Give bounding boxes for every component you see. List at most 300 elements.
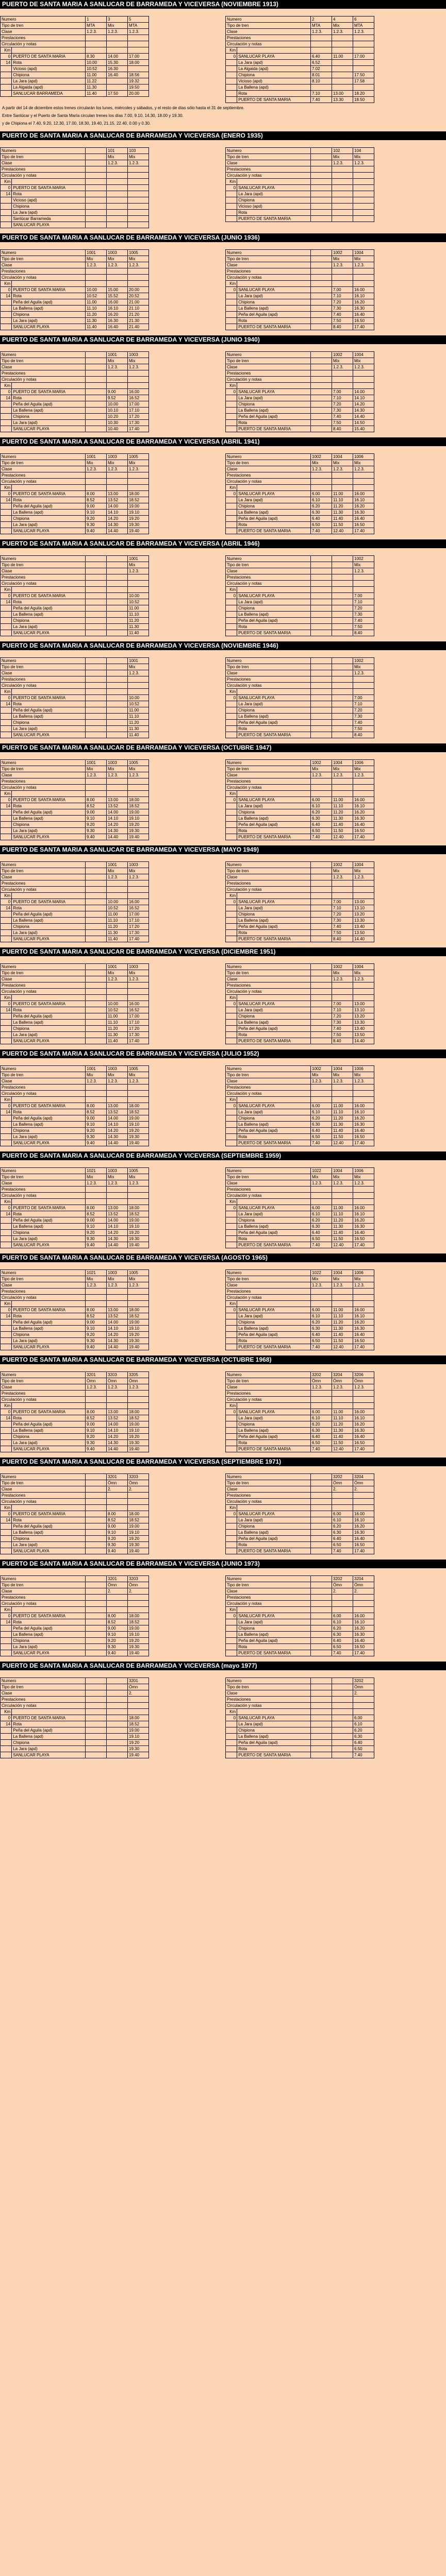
station-row <box>226 803 374 809</box>
time-cell: 14.40 <box>107 1344 128 1350</box>
time-cell <box>311 1007 332 1013</box>
empty-cell <box>86 1289 107 1295</box>
services-row <box>226 880 374 887</box>
train-number-row <box>1 1372 149 1378</box>
empty-cell <box>86 1391 107 1397</box>
time-cell <box>311 1548 332 1554</box>
time-cell: 6.30 <box>353 1734 374 1740</box>
header-cell: 1002 <box>332 862 353 868</box>
section-title: PUERTO DE SANTA MARIA A SANLUCAR DE BARRAMEDA Y VICEVERSA (AGOSTO 1965) <box>0 1253 446 1262</box>
notes-row <box>1 1295 149 1301</box>
km-cell <box>226 605 237 612</box>
header-cell <box>86 976 107 982</box>
header-cell <box>332 1690 353 1697</box>
time-cell <box>107 1740 128 1746</box>
time-cell: 8.52 <box>86 1415 107 1421</box>
empty-cell <box>332 1697 353 1703</box>
time-cell: 13.10 <box>353 905 374 911</box>
station-row <box>1 1632 149 1638</box>
notes-row <box>1 377 149 383</box>
time-cell: 16.10 <box>353 1415 374 1421</box>
km-label: Km <box>226 587 237 593</box>
time-cell: 8.40 <box>332 936 353 942</box>
station-name: Peña del Aguila (apd) <box>12 299 86 306</box>
time-cell: 12.40 <box>332 834 353 840</box>
direction-pair <box>0 147 446 228</box>
train-class-row <box>1 1078 149 1084</box>
time-cell: 11.40 <box>128 630 149 636</box>
header-cell: 1.2.3. <box>107 29 128 35</box>
time-cell: 6.50 <box>311 1338 332 1344</box>
station-name: Chipiona <box>237 605 311 612</box>
station-row <box>1 312 149 318</box>
header-cell: 2. <box>128 1690 149 1697</box>
time-cell: 8.00 <box>107 1511 128 1517</box>
km-header-row <box>1 179 149 185</box>
row-label: Tipo de tren <box>226 1174 311 1180</box>
time-cell: 6.00 <box>311 1307 332 1313</box>
time-cell: 6.50 <box>332 1542 353 1548</box>
time-cell: 16.20 <box>353 1115 374 1122</box>
time-cell: 16.40 <box>353 1332 374 1338</box>
time-cell: 19.00 <box>128 809 149 816</box>
row-label: Circulación y notas <box>1 1601 86 1607</box>
train-class-row <box>226 568 374 574</box>
station-row <box>226 312 374 318</box>
row-label: Numero <box>226 658 311 664</box>
header-cell: 1002 <box>332 352 353 358</box>
row-label: Clase <box>1 976 86 982</box>
time-cell: 13.50 <box>353 1032 374 1038</box>
time-cell: 9.10 <box>86 1326 107 1332</box>
section-title: PUERTO DE SANTA MARIA A SANLUCAR DE BARRAMEDA Y VICEVERSA (OCTUBRE 1947) <box>0 743 446 752</box>
header-cell: 1003 <box>128 862 149 868</box>
time-cell: 14.30 <box>107 828 128 834</box>
time-cell: 18.20 <box>353 91 374 97</box>
time-cell: 17.30 <box>128 420 149 426</box>
time-cell: 9.10 <box>107 1632 128 1638</box>
time-cell: 17.00 <box>353 54 374 60</box>
km-cell: 0 <box>226 593 237 599</box>
station-name: SANLUCAR PLAYA <box>237 1511 311 1517</box>
station-name: La Jara (apd) <box>237 191 311 197</box>
time-cell: 11.10 <box>332 497 353 503</box>
time-cell: 6.00 <box>311 491 332 497</box>
row-label: Numero <box>226 1576 311 1582</box>
header-cell: 1003 <box>128 964 149 970</box>
time-cell <box>332 720 353 726</box>
time-cell: 17.40 <box>353 1548 374 1554</box>
km-cell <box>1 732 12 738</box>
station-row <box>226 1530 374 1536</box>
km-header-row <box>226 485 374 491</box>
time-cell: 13.00 <box>107 1409 128 1415</box>
header-cell: Mix <box>332 358 353 364</box>
station-header <box>12 1505 86 1511</box>
empty-cell <box>353 1301 374 1307</box>
time-cell <box>311 287 332 293</box>
station-name: La Ballena (apd) <box>237 612 311 618</box>
time-cell: 7.10 <box>332 293 353 299</box>
empty-cell <box>107 791 128 797</box>
time-cell <box>107 726 128 732</box>
station-name: Peña del Aguila (apd) <box>12 1421 86 1428</box>
header-cell: Mix <box>332 23 353 29</box>
station-row <box>226 389 374 395</box>
time-cell: 15.40 <box>353 426 374 432</box>
station-row <box>1 1103 149 1109</box>
time-cell <box>311 1721 332 1727</box>
km-cell: 0 <box>226 491 237 497</box>
notes-row <box>226 581 374 587</box>
header-cell: 3204 <box>353 1474 374 1480</box>
time-cell <box>332 1715 353 1721</box>
km-cell <box>226 1020 237 1026</box>
km-cell: 0 <box>1 1715 12 1721</box>
km-cell <box>226 828 237 834</box>
time-cell <box>311 1038 332 1044</box>
station-name: SANLUCAR PLAYA <box>12 1344 86 1350</box>
station-name: La Ballena (apd) <box>12 1122 86 1128</box>
header-cell <box>86 670 107 676</box>
row-label: Numero <box>1 454 86 460</box>
station-name: Chipiona <box>12 1536 86 1542</box>
time-cell <box>332 1746 353 1752</box>
header-cell: Ómn <box>353 1582 374 1588</box>
section-note: Entre Sanlúcar y el Puerto de Santa María circulan trenes los días 7.00, 9.10, 14.30, 18.00 y 19.30. <box>2 113 184 118</box>
time-cell: 18.52 <box>128 1415 149 1421</box>
empty-cell <box>311 785 332 791</box>
header-cell: Mix <box>128 154 149 160</box>
station-row <box>1 1109 149 1115</box>
time-cell: 15.00 <box>107 287 128 293</box>
empty-cell <box>353 1097 374 1103</box>
header-cell: MTA <box>353 23 374 29</box>
time-cell <box>86 1619 107 1625</box>
row-label: Tipo de tren <box>226 1582 311 1588</box>
station-name: Peña del Aguila (apd) <box>237 414 311 420</box>
station-row <box>226 1511 374 1517</box>
header-cell <box>311 250 332 256</box>
time-cell <box>86 911 107 918</box>
header-cell: 1.2.3. <box>332 1180 353 1187</box>
row-label: Numero <box>226 16 311 23</box>
time-cell: 6.10 <box>311 1313 332 1319</box>
direction-outbound <box>0 1575 221 1656</box>
time-cell: 11.30 <box>332 816 353 822</box>
empty-cell <box>311 989 332 995</box>
station-name: SANLUCAR PLAYA <box>237 1307 311 1313</box>
km-cell <box>1 1115 12 1122</box>
station-row <box>1 408 149 414</box>
station-row <box>1 593 149 599</box>
row-label: Circulación y notas <box>226 887 311 893</box>
station-row <box>226 1140 374 1146</box>
time-cell: 14.40 <box>107 528 128 534</box>
row-label: Prestaciones <box>1 1084 86 1091</box>
row-label: Numero <box>1 760 86 766</box>
station-name: Rota <box>237 828 311 834</box>
direction-pair <box>0 861 446 942</box>
time-cell: 8.30 <box>86 54 107 60</box>
notes-row <box>226 683 374 689</box>
row-label: Numero <box>226 1474 311 1480</box>
time-cell: 17.20 <box>128 1026 149 1032</box>
direction-outbound <box>0 351 221 432</box>
time-cell: 16.20 <box>107 312 128 318</box>
time-cell: 12.40 <box>332 1242 353 1248</box>
header-cell <box>107 664 128 670</box>
time-cell: 16.30 <box>107 66 128 72</box>
time-cell: 13.40 <box>353 1026 374 1032</box>
km-cell <box>1 707 12 714</box>
time-cell <box>332 707 353 714</box>
row-label: Numero <box>1 964 86 970</box>
station-row <box>226 516 374 522</box>
time-cell <box>311 707 332 714</box>
time-cell <box>107 1721 128 1727</box>
km-cell <box>1 1344 12 1350</box>
header-cell: Ómn <box>128 1582 149 1588</box>
header-cell: 4 <box>332 16 353 23</box>
empty-cell <box>332 1295 353 1301</box>
time-cell: 7.40 <box>332 312 353 318</box>
time-cell <box>332 84 353 91</box>
time-cell: 7.10 <box>332 1007 353 1013</box>
km-cell <box>226 1619 237 1625</box>
time-cell: 9.10 <box>86 1224 107 1230</box>
header-cell <box>86 964 107 970</box>
empty-cell <box>107 683 128 689</box>
row-label: Prestaciones <box>226 880 311 887</box>
train-type-row <box>1 1072 149 1078</box>
empty-cell <box>86 1697 107 1703</box>
time-cell <box>86 414 107 420</box>
km-cell: 0 <box>1 491 12 497</box>
header-cell: Mix <box>332 766 353 772</box>
station-name: Peña del Aguila (apd) <box>237 720 311 726</box>
station-name: La Jara (apd) <box>237 701 311 707</box>
header-cell <box>86 1678 107 1684</box>
empty-cell <box>86 1397 107 1403</box>
header-cell: 1002 <box>353 556 374 562</box>
station-row <box>226 528 374 534</box>
time-cell: 6.20 <box>311 1421 332 1428</box>
empty-cell <box>107 485 128 491</box>
spacer <box>0 1364 446 1371</box>
row-label: Numero <box>226 1678 311 1684</box>
station-name: Peña del Aguila (apd) <box>12 1625 86 1632</box>
time-cell: 19.20 <box>128 822 149 828</box>
station-header <box>12 893 86 899</box>
row-label: Circulación y notas <box>226 1703 311 1709</box>
empty-cell <box>128 1193 149 1199</box>
header-cell <box>86 1576 107 1582</box>
station-name: La Ballena (apd) <box>237 306 311 312</box>
timetable-b <box>225 1371 374 1452</box>
header-cell: 1.2.3. <box>332 874 353 880</box>
km-cell <box>1 1332 12 1338</box>
row-label: Tipo de tren <box>1 1684 86 1690</box>
header-cell: 3 <box>107 16 128 23</box>
empty-cell <box>353 275 374 281</box>
time-cell <box>311 318 332 324</box>
header-cell: 1006 <box>353 454 374 460</box>
time-cell: 19.50 <box>128 84 149 91</box>
station-name: PUERTO DE SANTA MARIA <box>237 936 311 942</box>
station-name: Rota <box>237 91 311 97</box>
header-cell: 1021 <box>86 1270 107 1276</box>
station-header <box>12 281 86 287</box>
time-cell: 7.40 <box>311 1140 332 1146</box>
km-cell <box>226 1319 237 1326</box>
station-name: Peña del Aguila (apd) <box>12 707 86 714</box>
time-cell <box>311 1013 332 1020</box>
row-label: Tipo de tren <box>226 868 311 874</box>
time-cell <box>86 1517 107 1523</box>
empty-cell <box>353 1295 374 1301</box>
train-number-row <box>226 760 374 766</box>
station-row <box>1 72 149 78</box>
station-name: La Ballena (apd) <box>12 612 86 618</box>
station-name: Peña del Aguila (apd) <box>12 1115 86 1122</box>
header-cell: 1003 <box>107 760 128 766</box>
row-label: Tipo de tren <box>226 1276 311 1282</box>
time-cell: 19.10 <box>128 816 149 822</box>
station-row <box>226 1542 374 1548</box>
time-cell: 10.52 <box>128 599 149 605</box>
time-cell: 13.52 <box>107 1211 128 1217</box>
train-number-row <box>1 148 149 154</box>
header-cell: Mix <box>332 154 353 160</box>
station-name: Peña del Aguila (apd) <box>12 809 86 816</box>
services-row <box>1 1289 149 1295</box>
station-row <box>1 522 149 528</box>
station-name: Peña del Aguila (apd) <box>12 1727 86 1734</box>
km-cell <box>1 1440 12 1446</box>
time-cell <box>311 918 332 924</box>
time-cell: 11.30 <box>332 1224 353 1230</box>
header-cell: 1.2.3. <box>128 160 149 166</box>
station-name: Vicioso (apd) <box>12 66 86 72</box>
km-cell <box>1 1236 12 1242</box>
empty-cell <box>332 166 353 173</box>
empty-cell <box>107 1391 128 1397</box>
km-cell <box>1 522 12 528</box>
empty-cell <box>353 1193 374 1199</box>
station-name: Chipiona <box>12 312 86 318</box>
train-class-row <box>226 466 374 472</box>
header-cell: Ómn <box>128 1378 149 1384</box>
time-cell: 13.00 <box>107 1205 128 1211</box>
km-header-row <box>1 791 149 797</box>
station-row <box>1 1307 149 1313</box>
header-cell <box>311 874 332 880</box>
station-name: SANLUCAR PLAYA <box>237 287 311 293</box>
time-cell: 14.10 <box>107 1428 128 1434</box>
km-cell <box>226 1211 237 1217</box>
km-cell <box>226 1326 237 1332</box>
time-cell: 16.00 <box>353 1103 374 1109</box>
station-row <box>226 60 374 66</box>
time-cell <box>107 197 128 204</box>
empty-cell <box>353 1697 374 1703</box>
station-name: Rota <box>12 803 86 809</box>
station-row <box>226 414 374 420</box>
station-name: Sanlúcar Barrameda <box>12 216 86 222</box>
station-name: La Ballena (apd) <box>12 510 86 516</box>
empty-cell <box>311 47 332 54</box>
time-cell: 16.20 <box>353 1217 374 1224</box>
empty-cell <box>311 778 332 785</box>
station-row <box>1 1326 149 1332</box>
time-cell <box>353 204 374 210</box>
empty-cell <box>86 1499 107 1505</box>
direction-outbound <box>0 759 221 840</box>
train-class-row <box>1 1690 149 1697</box>
km-cell <box>226 1217 237 1224</box>
km-cell: 0 <box>226 899 237 905</box>
header-cell: 1.2.3. <box>128 670 149 676</box>
row-label: Circulación y notas <box>226 275 311 281</box>
time-cell: 8.40 <box>332 324 353 330</box>
station-row <box>1 78 149 84</box>
services-row <box>1 35 149 41</box>
km-cell <box>226 78 237 84</box>
direction-inbound <box>225 759 446 840</box>
header-cell: Ómn <box>332 1582 353 1588</box>
km-cell <box>226 1230 237 1236</box>
km-cell <box>1 197 12 204</box>
notes-row <box>1 1397 149 1403</box>
empty-cell <box>353 1607 374 1613</box>
time-cell: 11.00 <box>332 1103 353 1109</box>
header-cell: MTA <box>128 23 149 29</box>
station-row <box>226 1536 374 1542</box>
empty-cell <box>128 1595 149 1601</box>
timetable-b <box>225 861 374 942</box>
empty-cell <box>107 1697 128 1703</box>
empty-cell <box>332 778 353 785</box>
station-name: SANLUCAR PLAYA <box>12 1140 86 1146</box>
km-cell: 14 <box>1 1109 12 1115</box>
km-cell <box>1 1020 12 1026</box>
station-header <box>12 383 86 389</box>
time-cell: 17.50 <box>353 72 374 78</box>
train-class-row <box>1 1282 149 1289</box>
section-title: PUERTO DE SANTA MARIA A SANLUCAR DE BARRAMEDA Y VICEVERSA (NOVIEMBRE 1913) <box>0 0 446 9</box>
header-cell: 1006 <box>353 760 374 766</box>
station-name: PUERTO DE SANTA MARIA <box>12 1205 86 1211</box>
km-label: Km <box>1 1607 12 1613</box>
empty-cell <box>86 982 107 989</box>
services-row <box>226 574 374 581</box>
station-row <box>1 605 149 612</box>
services-row <box>1 880 149 887</box>
time-cell <box>128 185 149 191</box>
km-cell: 0 <box>1 593 12 599</box>
header-cell: 3201 <box>86 1372 107 1378</box>
header-cell: 1.2.3. <box>107 262 128 268</box>
empty-cell <box>353 587 374 593</box>
time-cell: 14.10 <box>107 1122 128 1128</box>
station-row <box>226 1415 374 1421</box>
header-cell: Mix <box>86 766 107 772</box>
empty-cell <box>107 1091 128 1097</box>
time-cell <box>332 714 353 720</box>
station-row <box>226 426 374 432</box>
empty-cell <box>128 982 149 989</box>
